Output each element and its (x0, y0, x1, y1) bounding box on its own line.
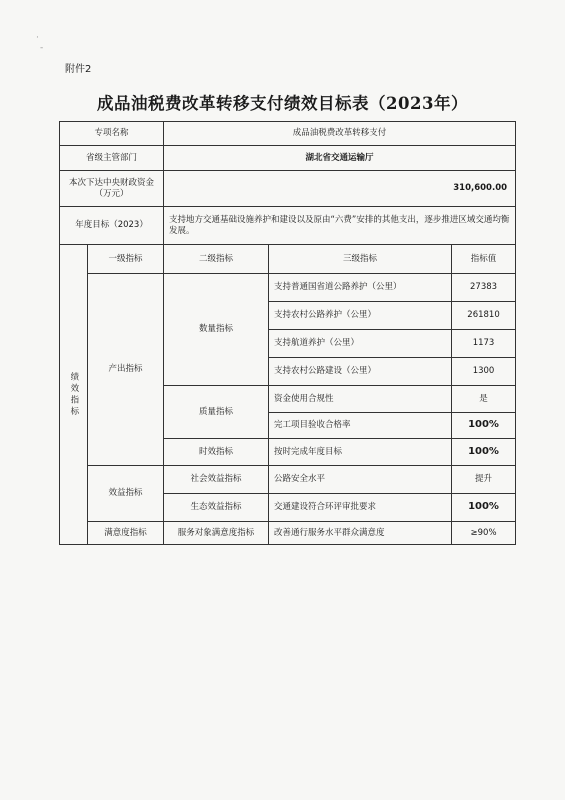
quantity-item-name: 支持普通国省道公路养护（公里） (269, 274, 452, 302)
timeliness-item-name: 按时完成年度目标 (269, 439, 452, 466)
social-item-value: 提升 (452, 466, 516, 494)
header-level1: 一级指标 (88, 245, 164, 274)
table-row (60, 466, 516, 494)
quantity-indicator-label: 数量指标 (164, 274, 269, 386)
satisfaction-item-name: 改善通行服务水平群众满意度 (269, 522, 452, 545)
social-item-name: 公路安全水平 (269, 466, 452, 494)
scan-speck: · (36, 33, 39, 43)
table-row (60, 274, 516, 302)
social-indicator-label: 社会效益指标 (164, 466, 269, 494)
dept-label: 省级主管部门 (60, 146, 164, 171)
satisfaction-indicator-label: 满意度指标 (88, 522, 164, 545)
quantity-item-value: 27383 (452, 274, 516, 302)
annual-goal-text: 支持地方交通基础设施养护和建设以及原由“六费”安排的其他支出，逐步推进区域交通均衡发展。 (164, 207, 516, 245)
quantity-item-name: 支持农村公路建设（公里） (269, 358, 452, 386)
quality-item-value: 是 (452, 386, 516, 413)
perf-indicator-text: 绩效指标 (68, 371, 79, 418)
header-level2: 二级指标 (164, 245, 269, 274)
quantity-item-value: 1300 (452, 358, 516, 386)
performance-target-table (59, 121, 516, 545)
header-level3: 三级指标 (269, 245, 452, 274)
quality-item-name: 资金使用合规性 (269, 386, 452, 413)
eco-item-name: 交通建设符合环评审批要求 (269, 494, 452, 522)
service-indicator-label: 服务对象满意度指标 (164, 522, 269, 545)
funds-label: 本次下达中央财政资金（万元） (60, 171, 164, 207)
table-row (60, 122, 516, 146)
perf-indicator-label (60, 245, 88, 545)
eco-indicator-label: 生态效益指标 (164, 494, 269, 522)
timeliness-item-value: 100% (452, 439, 516, 466)
timeliness-indicator-label: 时效指标 (164, 439, 269, 466)
quantity-item-value: 1173 (452, 330, 516, 358)
header-row (60, 245, 516, 274)
project-name-label: 专项名称 (60, 122, 164, 146)
quality-item-name: 完工项目验收合格率 (269, 413, 452, 439)
table-row (60, 171, 516, 207)
scan-speck: - (40, 43, 44, 53)
project-name-value: 成品油税费改革转移支付 (164, 122, 516, 146)
benefit-indicator-label: 效益指标 (88, 466, 164, 522)
quantity-item-name: 支持航道养护（公里） (269, 330, 452, 358)
quality-indicator-label: 质量指标 (164, 386, 269, 439)
output-indicator-label: 产出指标 (88, 274, 164, 466)
page-title: 成品油税费改革转移支付绩效目标表（2023年） (97, 94, 468, 113)
eco-item-value: 100% (452, 494, 516, 522)
attachment-label: 附件2 (65, 64, 92, 75)
table-row (60, 522, 516, 545)
quality-item-value: 100% (452, 413, 516, 439)
table-row (60, 146, 516, 171)
header-value: 指标值 (452, 245, 516, 274)
dept-value: 湖北省交通运输厅 (164, 146, 516, 171)
quantity-item-value: 261810 (452, 302, 516, 330)
quantity-item-name: 支持农村公路养护（公里） (269, 302, 452, 330)
satisfaction-item-value: ≥90% (452, 522, 516, 545)
table-row (60, 207, 516, 245)
funds-value: 310,600.00 (164, 171, 516, 207)
annual-goal-label: 年度目标（2023） (60, 207, 164, 245)
